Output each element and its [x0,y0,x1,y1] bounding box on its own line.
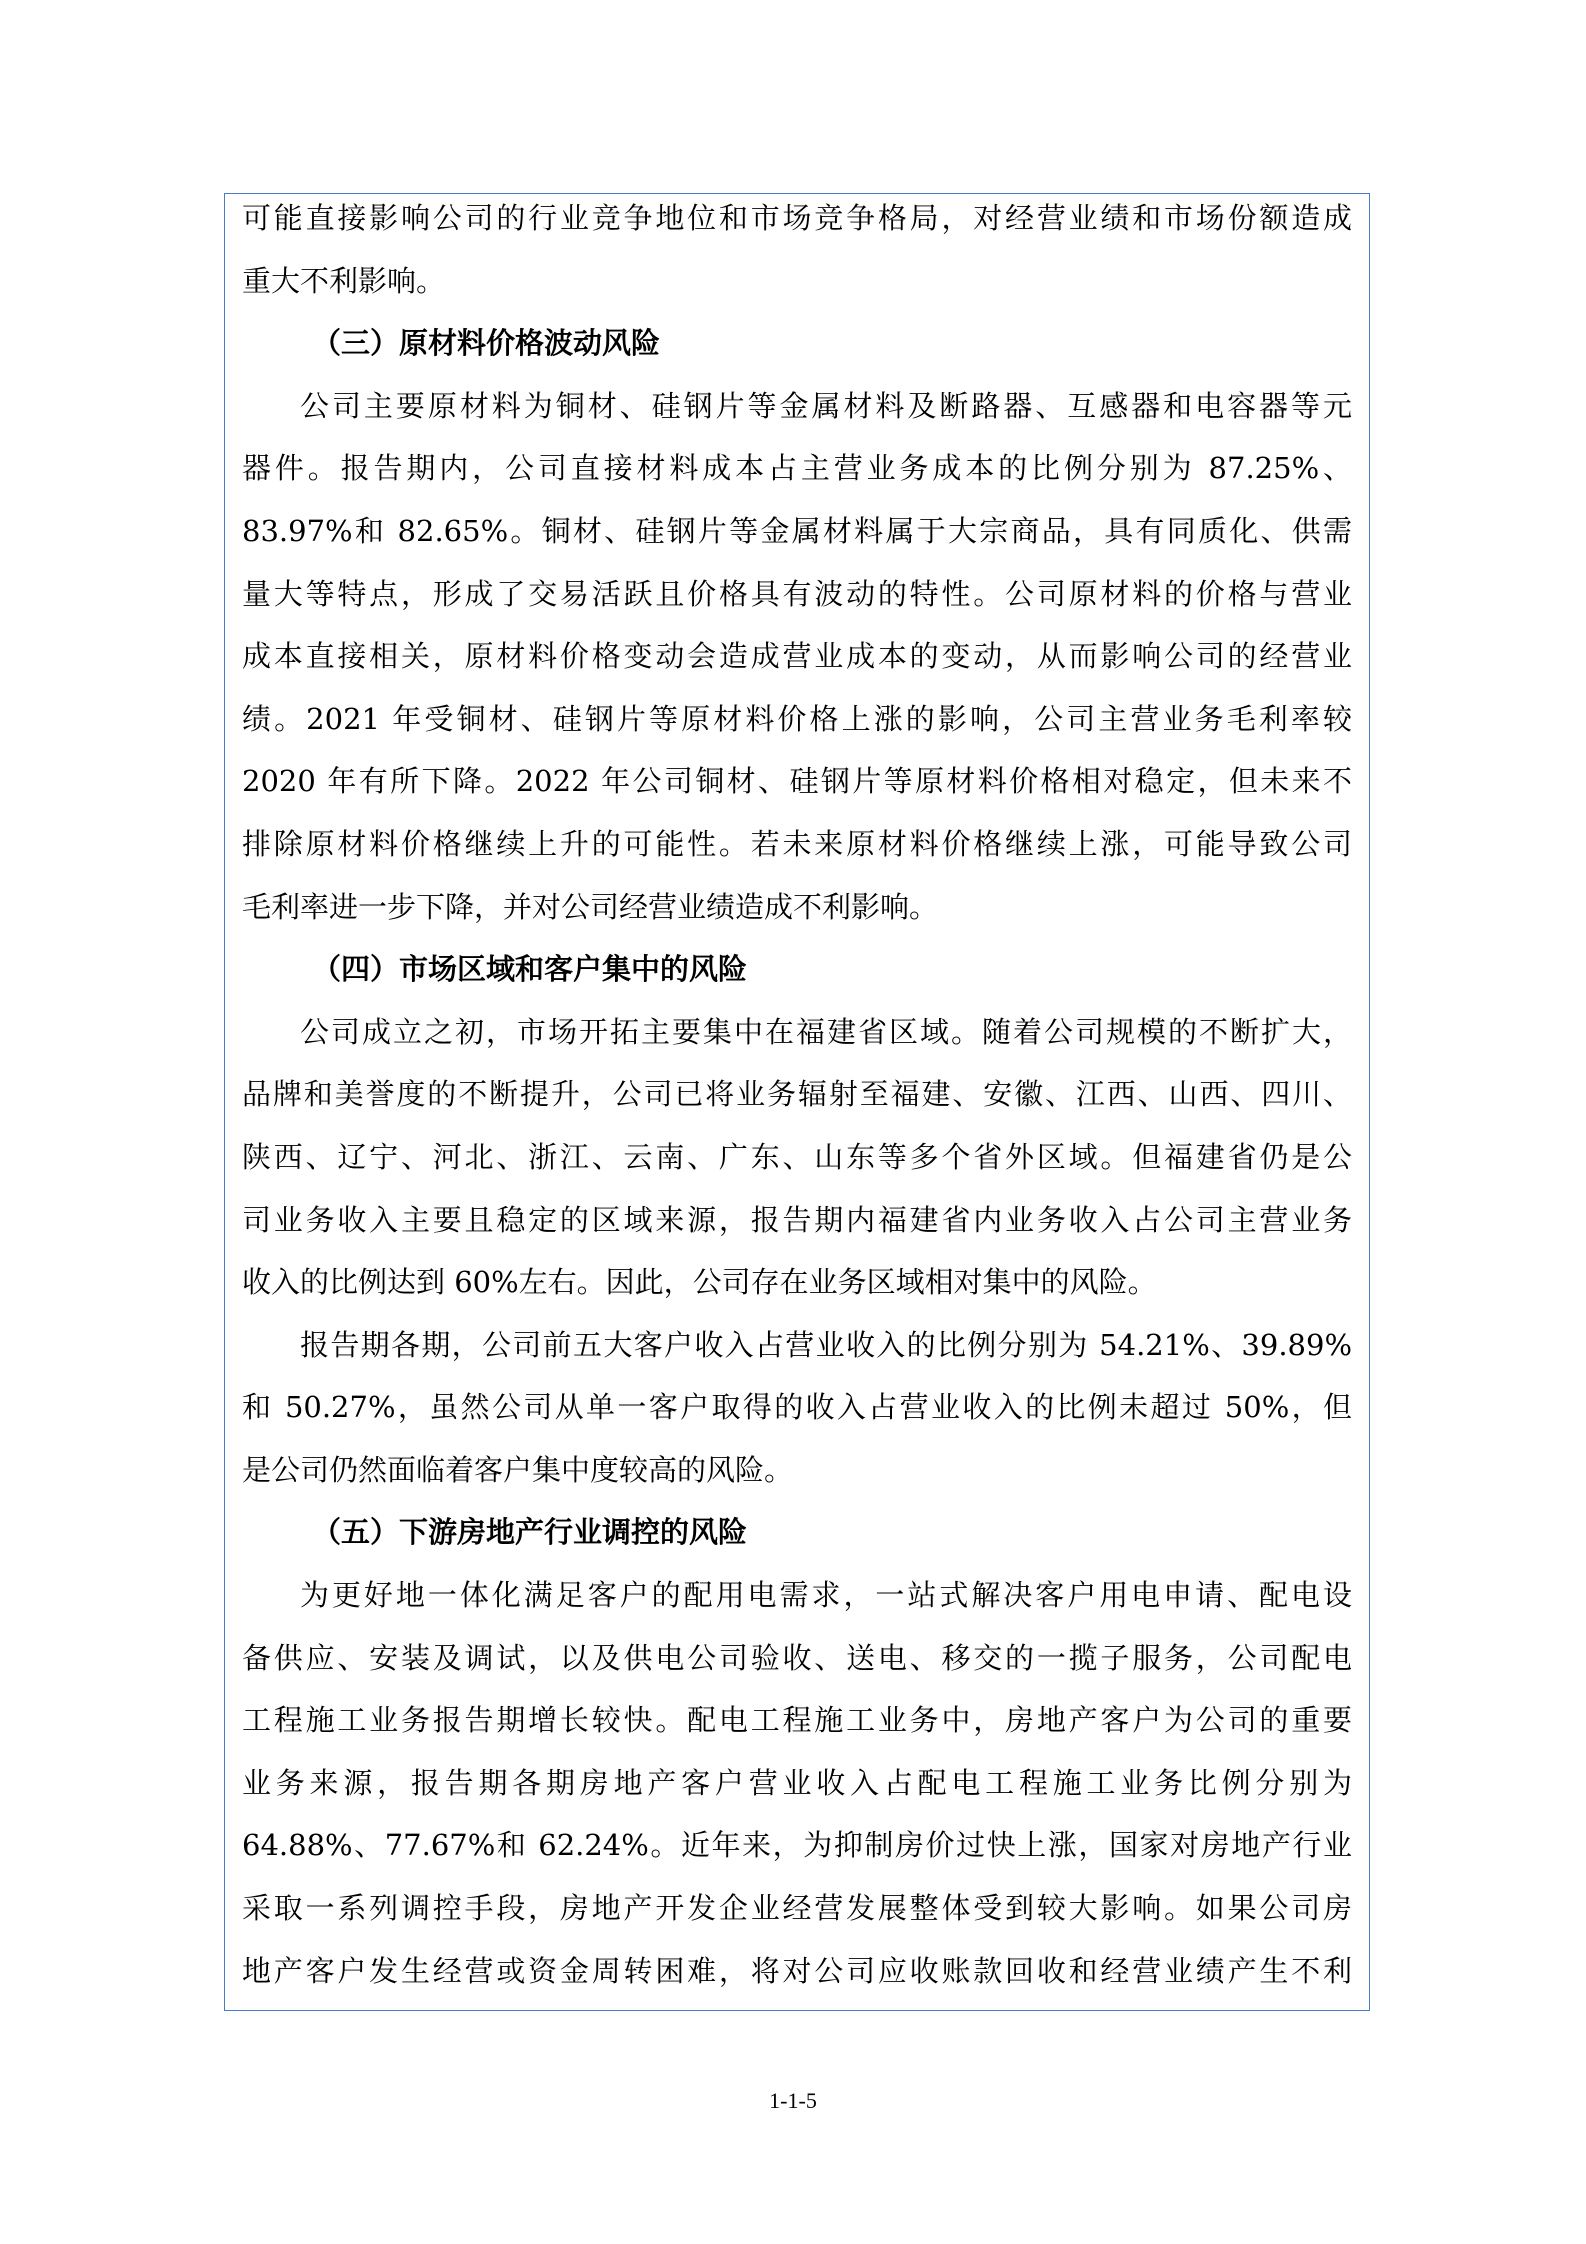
text-line: 64.88%、77.67%和 62.24%。近年来，为抑制房价过快上涨，国家对房地产行业 [242,1828,1352,1863]
text-line: 是公司仍然面临着客户集中度较高的风险。 [242,1452,794,1487]
text-line: 和 50.27%，虽然公司从单一客户取得的收入占营业收入的比例未超过 50%，但 [242,1390,1352,1425]
page-number: 1-1-5 [769,2088,817,2113]
section-heading-3: （三）原材料价格波动风险 [312,326,661,361]
text-line: 公司主要原材料为铜材、硅钢片等金属材料及断路器、互感器和电容器等元 [300,388,1352,423]
text-line: 为更好地一体化满足客户的配用电需求，一站式解决客户用电申请、配电设 [300,1578,1352,1613]
text-line: 绩。2021 年受铜材、硅钢片等原材料价格上涨的影响，公司主营业务毛利率较 [242,701,1352,736]
text-line: 成本直接相关，原材料价格变动会造成营业成本的变动，从而影响公司的经营业 [242,639,1352,674]
text-line: 毛利率进一步下降，并对公司经营业绩造成不利影响。 [242,889,939,924]
text-line: 工程施工业务报告期增长较快。配电工程施工业务中，房地产客户为公司的重要 [242,1703,1352,1738]
text-line: 公司成立之初，市场开拓主要集中在福建省区域。随着公司规模的不断扩大， [300,1014,1352,1049]
text-line: 采取一系列调控手段，房地产开发企业经营发展整体受到较大影响。如果公司房 [242,1891,1352,1926]
text-line: 器件。报告期内，公司直接材料成本占主营业务成本的比例分别为 87.25%、 [242,451,1352,486]
text-line: 收入的比例达到 60%左右。因此，公司存在业务区域相对集中的风险。 [242,1265,1157,1300]
section-heading-5: （五）下游房地产行业调控的风险 [312,1515,748,1550]
text-line: 陕西、辽宁、河北、浙江、云南、广东、山东等多个省外区域。但福建省仍是公 [242,1139,1352,1174]
text-line: 报告期各期，公司前五大客户收入占营业收入的比例分别为 54.21%、39.89% [300,1327,1352,1362]
text-line: 品牌和美誉度的不断提升，公司已将业务辐射至福建、安徽、江西、山西、四川、 [242,1077,1352,1112]
text-line: 量大等特点，形成了交易活跃且价格具有波动的特性。公司原材料的价格与营业 [242,576,1352,611]
text-line: 2020 年有所下降。2022 年公司铜材、硅钢片等原材料价格相对稳定，但未来不 [242,764,1352,799]
text-line: 可能直接影响公司的行业竞争地位和市场竞争格局，对经营业绩和市场份额造成 [242,201,1352,235]
text-line: 备供应、安装及调试，以及供电公司验收、送电、移交的一揽子服务，公司配电 [242,1640,1352,1675]
text-line: 排除原材料价格继续上升的可能性。若未来原材料价格继续上涨，可能导致公司 [242,826,1352,861]
text-line: 83.97%和 82.65%。铜材、硅钢片等金属材料属于大宗商品，具有同质化、供需 [242,513,1352,548]
text-line: 重大不利影响。 [242,263,446,298]
text-line: 司业务收入主要且稳定的区域来源，报告期内福建省内业务收入占公司主营业务 [242,1202,1352,1237]
document-body [242,187,1352,2002]
text-line: 业务来源，报告期各期房地产客户营业收入占配电工程施工业务比例分别为 [242,1765,1352,1800]
section-heading-4: （四）市场区域和客户集中的风险 [312,952,748,987]
text-line: 地产客户发生经营或资金周转困难，将对公司应收账款回收和经营业绩产生不利 [242,1953,1352,1988]
